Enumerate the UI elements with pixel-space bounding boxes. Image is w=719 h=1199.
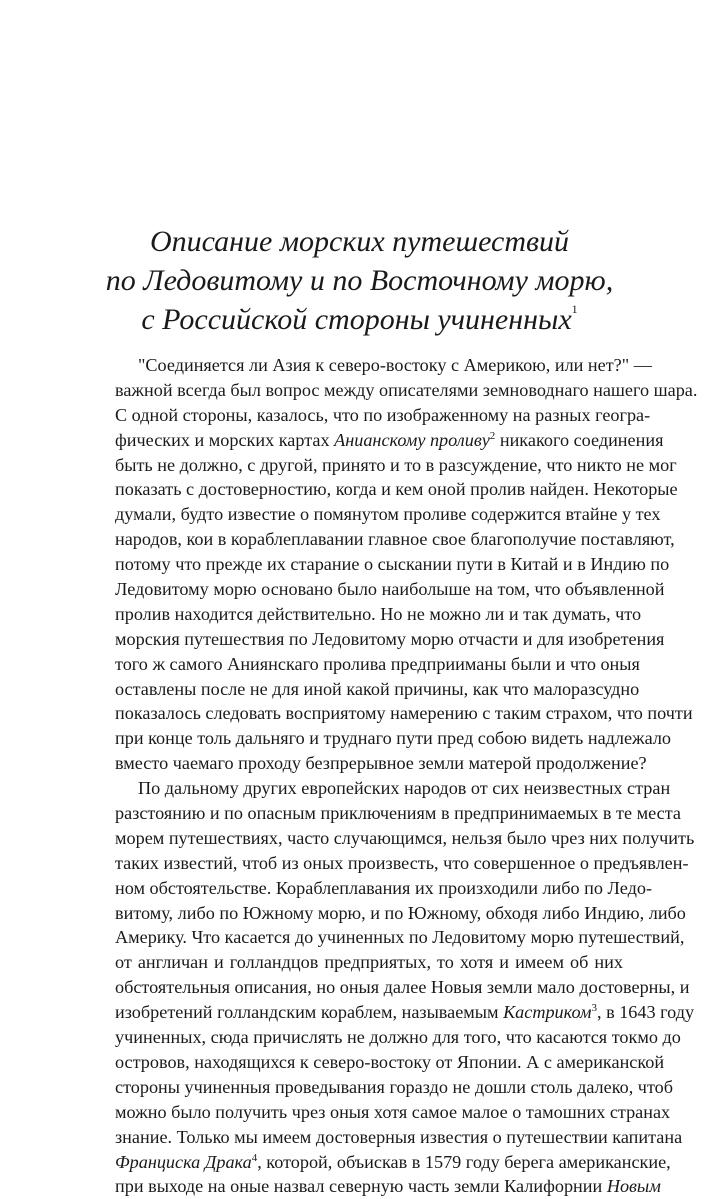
text-line: можно было получить чрез оныя хотя самое малое о тамошних странах — [115, 1101, 671, 1122]
text-line: учиненных, сюда причислять не должно для того, что касаются токмо до — [115, 1027, 681, 1048]
text-line — [115, 1174, 661, 1199]
text-line: быть не должно, с другой, принято и то в разсуждение, что никто не мог — [115, 454, 677, 475]
text-line — [115, 1000, 695, 1025]
text-line: важной всегда был вопрос между описателями земноводнаго нашего шара. — [115, 379, 698, 400]
title-line-1: Описание морских путешествий — [149, 225, 570, 258]
text-line: витому, либо по Южному морю, и по Южному, обходя либо Индию, либо — [115, 902, 686, 923]
italic-term: Франциска Драка — [115, 1151, 252, 1172]
text-run: , в 1643 году — [596, 1002, 695, 1023]
title-footnote-marker: 1 — [571, 302, 578, 316]
title-line-3-text: с Российской стороны учиненных — [141, 303, 572, 336]
text-line: оставлены после не для иной какой причины, как что малоразсудно — [115, 678, 640, 699]
text-line: знание. Только мы имеем достоверныя известия о путешествии капитана — [115, 1126, 683, 1147]
footnote-marker: 3 — [591, 1002, 597, 1015]
text-line: С одной стороны, казалось, что по изображенному на разных геогра- — [115, 404, 651, 425]
text-run: никакого соединения — [495, 429, 664, 450]
text-line: показалось следовать восприятому намерению с таким страхом, что почти — [115, 703, 693, 724]
text-run: при выходе на оные назвал северную часть земли Калифорнии — [115, 1176, 607, 1197]
text-run: фических и морских картах — [115, 429, 335, 450]
text-line: Ледовитому морю основано было наиболыше на том, что объявленной — [115, 579, 665, 600]
text-line: Америку. Что касается до учиненных по Ледовитому морю путешествий, — [115, 927, 685, 948]
text-line: при конце толь дальняго и труднаго пути пред собою видеть надлежало — [115, 728, 672, 749]
text-line: народов, кои в кораблеплавании главное свое благополучие поставляют, — [115, 529, 675, 550]
text-line: того ж самого Аниянскаго пролива предприиманы были и что оныя — [115, 653, 640, 674]
text-run: , которой, объискав в 1579 году берега американские, — [257, 1151, 671, 1172]
text-line: таких известий, чтоб из оных произвесть, что совершенное о предъявлен- — [115, 852, 689, 873]
text-line: стороны учиненныя проведывания гораздо не дошли столь далеко, чтоб — [115, 1076, 674, 1097]
text-line: "Соединяется ли Азия к северо-востоку с Америкою, или нет?" — — [138, 355, 652, 375]
text-line: думали, будто известие о помянутом проливе содержится втайне у тех — [115, 504, 661, 525]
italic-term: Новым — [606, 1176, 661, 1197]
text-line: потому что прежде их старание о сыскании пути в Китай и в Индию по — [115, 554, 670, 575]
text-line: островов, находящихся к северо-востоку от Японии. А с американской — [115, 1051, 665, 1072]
italic-term: Анианскому проливу — [334, 429, 490, 450]
footnote-marker: 2 — [489, 429, 496, 442]
text-line — [115, 428, 664, 453]
text-line: показать с достоверностию, когда и кем оной пролив найден. Некоторые — [115, 479, 678, 500]
italic-term: Кастриком — [503, 1002, 592, 1023]
text-line: разстоянию и по опасным приключениям в предпринимаемых в те места — [115, 803, 681, 824]
text-run: изобретений голландским кораблем, называемым — [115, 1002, 504, 1023]
text-line: пролив находится действительно. Но не можно ли и так думать, что — [115, 603, 642, 624]
title-line-2: по Ледовитому и по Восточному морю, — [105, 264, 614, 297]
text-line — [115, 1150, 671, 1175]
text-line: вместо чаемаго проходу безпрерывное земли матерой продолжение? — [115, 753, 647, 774]
text-line: ном обстоятельстве. Кораблеплавания их произходили либо по Ледо- — [115, 877, 652, 898]
body-text — [115, 353, 698, 1199]
text-line: обстоятельныя описания, но оныя далее Новыя земли мало достоверны, и — [115, 977, 690, 998]
title-line-3 — [0, 300, 719, 339]
text-line: морския путешествия по Ледовитому морю отчасти и для изобретения — [115, 628, 665, 649]
text-line: По дальному других европейских народов от сих неизвестных стран — [138, 778, 671, 799]
text-line: от англичан и голландцов предприятых, то хотя и имеем об них — [115, 952, 623, 973]
footnote-marker: 4 — [251, 1151, 258, 1164]
text-line: морем путешествиях, часто случающимся, нельзя было чрез них получить — [115, 827, 695, 848]
chapter-title — [0, 222, 719, 339]
